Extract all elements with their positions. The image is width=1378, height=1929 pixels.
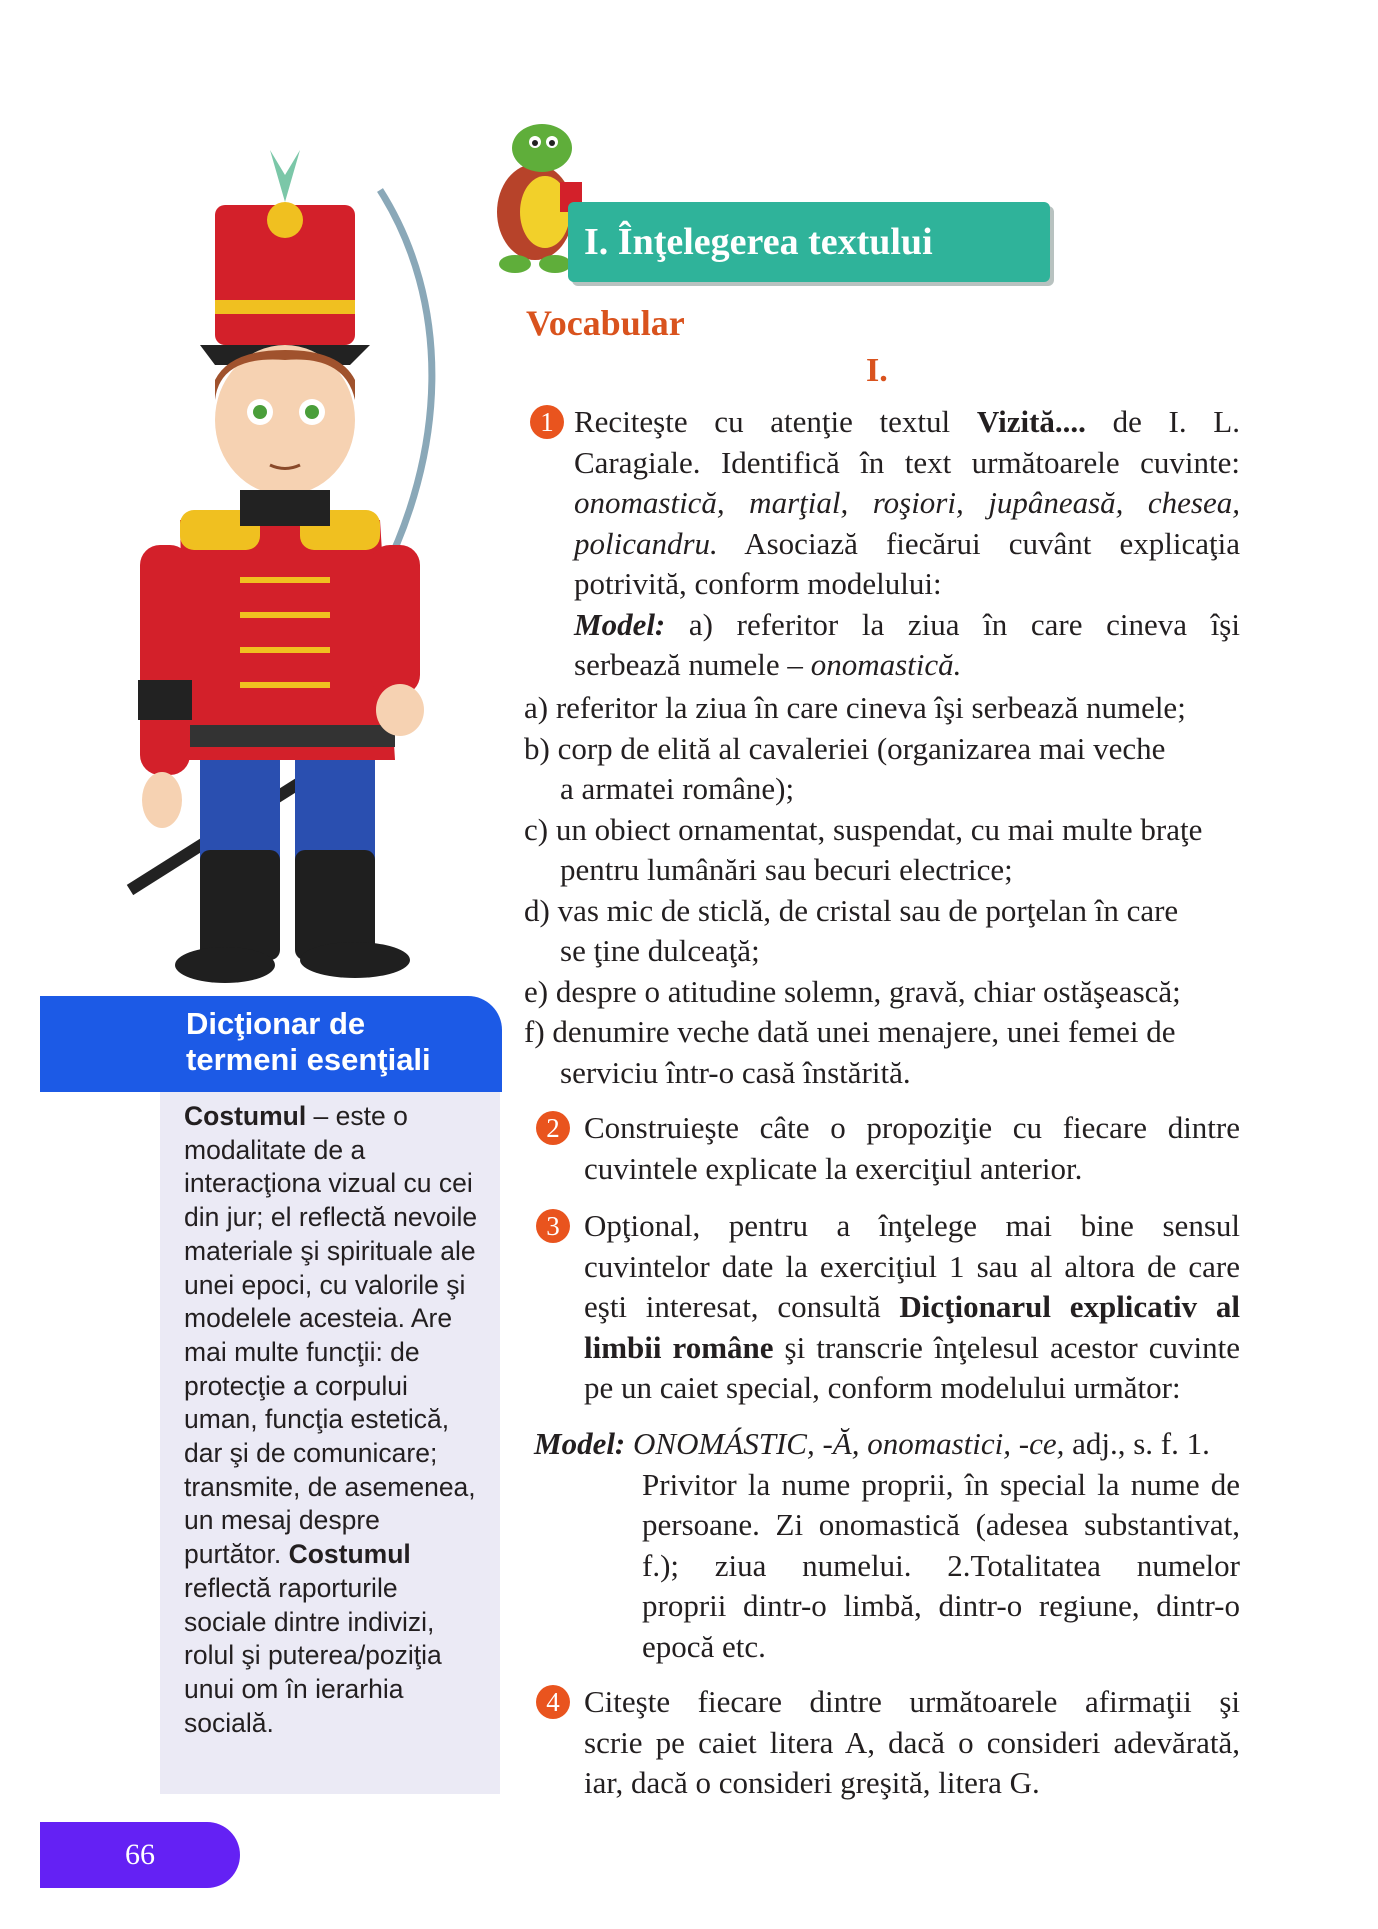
exercise-2: Construieşte câte o propoziţie cu fiecare dintre cuvintele explicate la exerciţiul anterior. [584, 1110, 1240, 1186]
exercise-3-badge: 3 [536, 1209, 570, 1243]
dictionary-box-content: Costumul – este o modalitate de a interacţiona vizual cu cei din jur; el reflectă nevoile materiale şi spirituale ale unei epoci, cu valorile şi modelele acesteia. Are mai multe funcţii: de protecţie a corpului uman, funcţia estetică, dar şi de comunicare; transmite, de asemenea, un mesaj despre purtător. Costumul reflectă raporturile sociale dintre indivizi, rolul şi puterea/poziţia unui om în ierarhia socială. [160, 1092, 500, 1794]
exercise-2-badge: 2 [536, 1111, 570, 1145]
model-example: Model: a) referitor la ziua în care cineva îşi [574, 606, 1240, 642]
definition-item: f) denumire veche dată unei menajere, unei femei de serviciu într-o casă înstărită. [524, 1014, 1176, 1090]
definition-item: b) corp de elită al cavaleriei (organizarea mai veche a armatei române); [524, 730, 1166, 806]
definition-item: a) referitor la ziua în care cineva îşi serbează numele; [524, 690, 1186, 725]
vocabulary-title: Vocabular [526, 303, 685, 343]
page-number: 66 [40, 1822, 240, 1888]
dictionary-box-title: Dicţionar de termeni esenţiali [40, 996, 502, 1092]
exercise-1-badge: 1 [530, 405, 564, 439]
exercise-4-badge: 4 [536, 1685, 570, 1719]
exercise-1: Reciteşte cu atenţie textul Vizită.... de I. L. Caragiale. Identifică în text următoarele cuvinte: onomastică, marţial, roşiori, jupâneasă, chesea, policandru. Asociază fiecărui cuvânt explicaţia potrivită, conform modelului: Model: a) referitor la ziua în care cineva îşi serbează numele – onomastică. [574, 404, 1240, 682]
exercise-4: Citeşte fiecare dintre următoarele afirmaţii şi scrie pe caiet litera A, dacă o consideri adevărată, iar, dacă o consideri greşită, litera G. [584, 1684, 1240, 1800]
dictionary-model: Model: ONOMÁSTIC, -Ă, onomastici, -ce, adj., s. f. 1. Privitor la nume proprii, în special la nume de persoane. Zi onomastică (adesea substantivat, f.); ziua numelui. 2.Totalitatea numelor proprii dintr-o limbă, dintr-o regiune, dintr-o epocă etc. [534, 1426, 1240, 1664]
hussar-soldier-illustration [120, 150, 520, 990]
subsection-number: I. [866, 352, 888, 389]
definition-item: d) vas mic de sticlă, de cristal sau de porţelan în care se ţine dulceaţă; [524, 892, 1179, 968]
section-heading: I. Înţelegerea textului [568, 202, 1050, 282]
definition-item: e) despre o atitudine solemn, gravă, chiar ostăşească; [524, 973, 1181, 1009]
definitions-list [524, 688, 1240, 1093]
exercise-3: Opţional, pentru a înţelege mai bine sensul cuvintelor date la exerciţiul 1 sau al altora de care eşti interesat, consultă Dicţionarul explicativ al limbii române şi transcrie înţelesul acestor cuvinte pe un caiet special, conform modelului următor: [584, 1208, 1240, 1405]
definition-item: c) un obiect ornamentat, suspendat, cu mai multe braţe pentru lumânări sau becuri electrice; [524, 811, 1203, 887]
